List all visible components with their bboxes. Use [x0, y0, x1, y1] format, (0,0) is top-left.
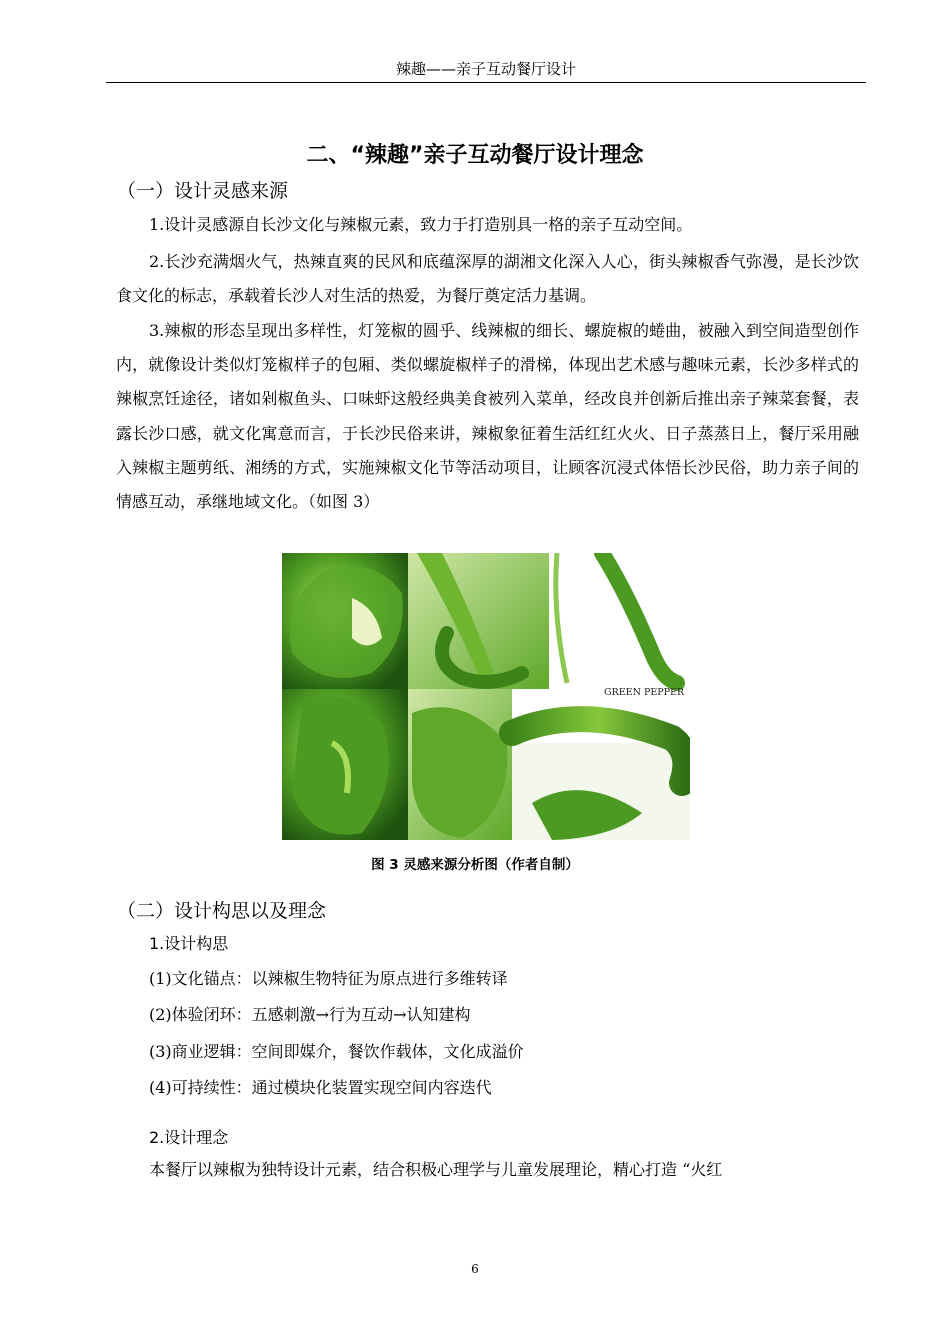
pepper-photo-1 [282, 553, 408, 689]
paragraph-3: 3.辣椒的形态呈现出多样性，灯笼椒的圆乎、线辣椒的细长、螺旋椒的蜷曲，被融入到空间造型创作内，就像设计类似灯笼椒样子的包厢、类似螺旋椒样子的滑梯，体现出艺术感与趣味元素，长沙多样式的辣椒烹饪途径，诸如剁椒鱼头、口味虾这般经典美食被列入菜单，经改良并创新后推出亲子辣菜套餐，表露长沙口感，就文化寓意而言，于长沙民俗来讲，辣椒象征着生活红红火火、日子蒸蒸日上，餐厅采用融入辣椒主题剪纸、湘绣的方式，实施辣椒文化节等活动项目，让顾客沉浸式体悟长沙民俗，助力亲子间的情感互动，承继地域文化。（如图 3） [116, 321, 859, 512]
concept-title: 1.设计构思 [149, 934, 229, 953]
philosophy-title: 2.设计理念 [149, 1128, 229, 1147]
pepper-photo-5 [408, 689, 512, 840]
concept-item-3: (3)商业逻辑：空间即媒介，餐饮作载体，文化成溢价 [149, 1042, 524, 1061]
subsection-heading-inspiration: （一）设计灵感来源 [117, 180, 289, 202]
concept-item-1: (1)文化锚点：以辣椒生物特征为原点进行多维转译 [149, 969, 508, 988]
concept-item-2: (2)体验闭环：五感刺激→行为互动→认知建构 [149, 1005, 471, 1024]
pepper-photo-4 [282, 689, 408, 840]
pepper-photo-2 [408, 553, 549, 689]
subsection-heading-concept: （二）设计构思以及理念 [117, 900, 327, 922]
section-title: 二、“辣趣”亲子互动餐厅设计理念 [306, 143, 644, 168]
concept-item-4: (4)可持续性：通过模块化装置实现空间内容迭代 [149, 1078, 492, 1097]
pepper-photo-3 [549, 553, 690, 698]
inspiration-figure [282, 553, 690, 840]
running-header: 辣趣——亲子互动餐厅设计 [106, 57, 866, 83]
figure-caption: 图 3 灵感来源分析图（作者自制） [371, 857, 579, 873]
page-number: 6 [471, 1262, 479, 1276]
pepper-photo-6 [512, 719, 690, 840]
paragraph-2: 2.长沙充满烟火气，热辣直爽的民风和底蕴深厚的湖湘文化深入人心，街头辣椒香气弥漫，是长沙饮食文化的标志，承载着长沙人对生活的热爱，为餐厅奠定活力基调。 [116, 252, 859, 306]
paragraph-1: 1.设计灵感源自长沙文化与辣椒元素，致力于打造别具一格的亲子互动空间。 [149, 215, 693, 234]
figure-overlay-text: GREEN PEPPER [604, 687, 685, 698]
philosophy-text: 本餐厅以辣椒为独特设计元素，结合积极心理学与儿童发展理论，精心打造 “火红 [149, 1160, 723, 1179]
